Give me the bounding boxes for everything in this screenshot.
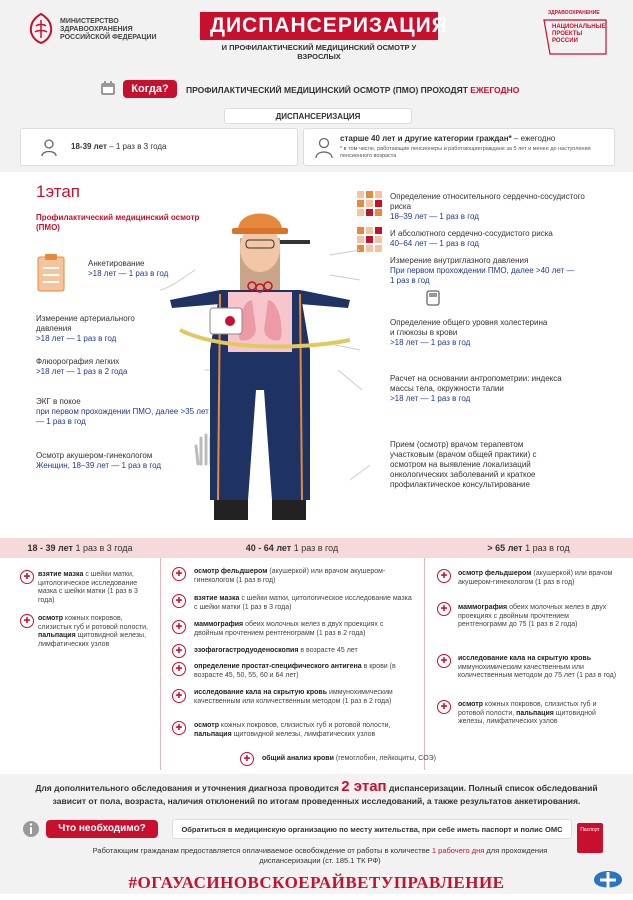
column-divider [424, 558, 425, 770]
col2-item-2: взятие мазка с шейки матки, цитологическое исследование мазка с шейки матки (1 раз в 3 года) [194, 595, 412, 611]
swab-icon: ✚ [20, 570, 34, 584]
col3-item-4: осмотр кожных покровов, слизистых губ и ротовой полости, пальпация щитовидной железы, лимфатических узлов [458, 701, 597, 725]
left-item-3: Флюорография легких >18 лет — 1 раз в 2 года [36, 357, 128, 376]
doctor-icon: ✚ [172, 567, 186, 581]
stomach-icon: ✚ [172, 644, 186, 658]
need-pill: Что необходимо? [46, 820, 158, 838]
person-icon [41, 139, 57, 157]
page-subtitle: И ПРОФИЛАКТИЧЕСКИЙ МЕДИЦИНСКИЙ ОСМОТР У ВЗРОСЛЫХ [221, 43, 417, 61]
col3-item-2: маммография обеих молочных желез в двух проекциях с двойным прочтением рентгенограмм до 75 (1 раз в 2 года) [458, 604, 607, 628]
col2-item-5: определение простат-специфического антигена в крови (в возрасте 45, 50, 55, 60 и 64 лет) [194, 663, 396, 679]
passport-icon: Паспорт [577, 823, 603, 853]
stage2-text: Для дополнительного обследования и уточнения диагноза проводится 2 этап диспансеризации. Полный список обследований зависит от пола, возраста, наличия отклонений по итогам проведенных исследований, а также результатов анкетирования. [35, 778, 598, 806]
page-title: ДИСПАНСЕРИЗАЦИЯ [200, 12, 438, 40]
examination-icon: ✚ [20, 614, 34, 628]
col2-item-7: осмотр кожных покровов, слизистых губ и ротовой полости, пальпация щитовидной железы, лимфатических узлов [194, 722, 391, 738]
lab-icon: ✚ [437, 654, 451, 668]
right-item-3: Измерение внутриглазного давления При первом прохождении ПМО, далее >40 лет — 1 раз в год [390, 256, 575, 285]
need-text: Обратиться в медицинскую организацию по месту жительства, при себе иметь паспорт и полис ОМС [172, 819, 572, 839]
col2-item-1: осмотр фельдшером (акушеркой) или врачом акушером-гинекологом (1 раз в год) [194, 568, 386, 584]
left-item-2: Измерение артериального давления >18 лет — 1 раз в год [36, 314, 135, 343]
col1-header: 18 - 39 лет 1 раз в 3 года [0, 538, 160, 558]
col3-item-1: осмотр фельдшером (акушеркой) или врачом акушером-гинекологом (1 раз в год) [458, 570, 613, 586]
col1-item-1: взятие мазка с шейки матки, цитологическое исследование мазка с шейки матки (1 раз в 3 года) [38, 571, 138, 604]
right-item-2: И абсолютного сердечно-сосудистого риска 40–64 лет — 1 раз в год [390, 229, 553, 248]
national-projects-logo: ЗДРАВООХРАНЕНИЕ НАЦИОНАЛЬНЫЕ ПРОЕКТЫ РОССИИ [540, 10, 610, 54]
col3-header: > 65 лет 1 раз в год [424, 538, 633, 558]
ministry-name: МИНИСТЕРСТВО ЗДРАВООХРАНЕНИЯ РОССИЙСКОЙ ФЕДЕРАЦИИ [60, 18, 157, 41]
ministry-emblem-icon [26, 12, 56, 44]
col2-header: 40 - 64 лет 1 раз в год [160, 538, 424, 558]
disp-age-b: старше 40 лет и другие категории граждан* – ежегодно * в том числе, работающие пенсионеры и работающиеграждане за 5 лет и менее до наступления пенсионного возраста [303, 128, 615, 166]
col2-item-6: исследование кала на скрытую кровь иммунохимическим качественным или количественным методом (1 раз в 2 года) [194, 689, 393, 705]
calendar-icon [100, 80, 116, 96]
col3-item-3: исследование кала на скрытую кровь иммунохимическим качественным или количественным методом до 75 лет (1 раз в год) [458, 655, 617, 679]
info-icon [22, 820, 40, 838]
right-item-1: Определение относительного сердечно-сосудистого риска 18–39 лет — 1 раз в год [390, 192, 585, 221]
right-item-6: Прием (осмотр) врачом терапевтом участковым (врачом общей практики) с осмотром на выявление локализаций онкологических заболеваний и краткое профилактическое консультирование [390, 440, 537, 489]
senior-person-icon [314, 137, 334, 159]
hashtag: #ОГАУАСИНОВСКОЕРАЙВЕТУПРАВЛЕНИЕ [128, 873, 505, 892]
col2-item-4: эзофагогастродуоденоскопия в возрасте 45 лет [194, 647, 358, 654]
worker-figure [160, 200, 360, 535]
col1-item-2: осмотр кожных покровов, слизистых губ и ротовой полости, пальпация щитовидной железы, лимфатических узлов [38, 615, 148, 648]
test-tube-icon: ✚ [172, 662, 186, 676]
col2-item-3: маммография обеих молочных желез в двух проекциях с двойным прочтением рентгенограмм (1 раз в 2 года) [194, 621, 384, 637]
swab-icon: ✚ [172, 594, 186, 608]
left-item-1: Анкетирование >18 лет — 1 раз в год [88, 259, 169, 278]
examination-icon: ✚ [437, 700, 451, 714]
disp-label: ДИСПАНСЕРИЗАЦИЯ [224, 108, 412, 124]
when-text: ПРОФИЛАКТИЧЕСКИЙ МЕДИЦИНСКИЙ ОСМОТР (ПМО) ПРОХОДЯТ ЕЖЕГОДНО [186, 85, 520, 95]
right-item-4: Определение общего уровня холестерина и глюкозы в крови >18 лет — 1 раз в год [390, 318, 548, 347]
work-text: Работающим гражданам предоставляется оплачиваемое освобождение от работы в количестве 1 рабочего дня для прохождения диспансеризации (ст. 185.1 ТК РФ) [92, 846, 548, 865]
right-item-5: Расчет на основании антропометрии: индекса массы тела, окружности талии >18 лет — 1 раз в год [390, 374, 562, 403]
mammography-icon: ✚ [172, 620, 186, 634]
disp-age-a: 18-39 лет – 1 раз в 3 года [20, 128, 298, 166]
blood-test: общий анализ крови (гемоглобин, лейкоциты, СОЭ) [262, 755, 437, 762]
stage1-label: 1этап [36, 182, 81, 201]
blood-drop-icon: ✚ [240, 752, 254, 766]
when-pill: Когда? [123, 80, 177, 98]
left-item-5: Осмотр акушером-гинекологом Женщин, 18–39 лет — 1 раз в год [36, 451, 162, 470]
column-divider [160, 558, 161, 770]
left-item-4: ЭКГ в покое при первом прохождении ПМО, далее >35 лет — 1 раз в год [36, 397, 209, 426]
examination-icon: ✚ [172, 721, 186, 735]
lab-icon: ✚ [172, 689, 186, 703]
vet-logo-icon [590, 862, 626, 896]
pmo-label: Профилактический медицинский осмотр (ПМО) [36, 213, 200, 232]
doctor-icon: ✚ [437, 569, 451, 583]
mammography-icon: ✚ [437, 602, 451, 616]
